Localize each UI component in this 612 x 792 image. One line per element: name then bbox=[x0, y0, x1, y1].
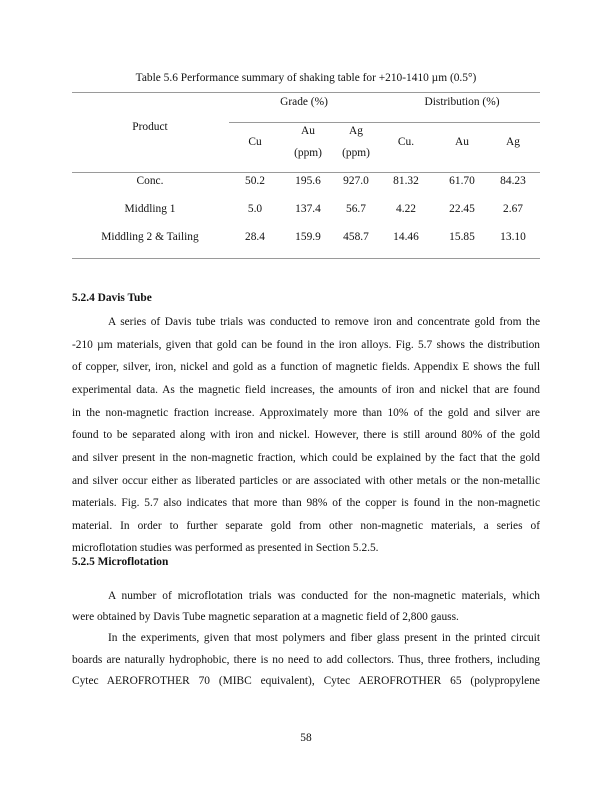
table-cell-value: 137.4 bbox=[295, 203, 321, 215]
table-subheader-grade-au: Au bbox=[301, 125, 315, 137]
table-cell-value: 22.45 bbox=[449, 203, 475, 215]
paragraph-line: -210 µm materials, given that gold can be found in the iron alloys. Fig. 5.7 shows the distribution bbox=[72, 339, 540, 351]
table-subheader-rule bbox=[229, 122, 540, 123]
table-cell-value: 159.9 bbox=[295, 231, 321, 243]
table-cell-value: 28.4 bbox=[245, 231, 265, 243]
page-number: 58 bbox=[300, 732, 312, 744]
table-subheader-grade-ag-unit: (ppm) bbox=[342, 147, 370, 159]
table-subheader-dist-au: Au bbox=[455, 136, 469, 148]
table-cell-value: 13.10 bbox=[500, 231, 526, 243]
table-cell-value: 927.0 bbox=[343, 175, 369, 187]
table-subheader-dist-cu: Cu. bbox=[397, 136, 415, 148]
paragraph-line: found to be separated along with iron and nickel. However, there is still around 80% of the gold bbox=[72, 429, 540, 441]
table-subheader-grade-ag: Ag bbox=[349, 125, 363, 137]
paragraph-line: A series of Davis tube trials was conducted to remove iron and concentrate gold from the bbox=[108, 316, 540, 328]
paragraph-line: microflotation studies was performed as presented in Section 5.2.5. bbox=[72, 542, 379, 554]
table-cell-value: 5.0 bbox=[247, 203, 263, 215]
paragraph-line: boards are naturally hydrophobic, there is no need to add collectors. Thus, three frothers, including bbox=[72, 654, 540, 666]
table-cell-product: Conc. bbox=[136, 175, 164, 187]
table-top-rule bbox=[72, 92, 540, 93]
paragraph-line: and silver present in the non-magnetic fraction, which could be explained by the fact that the gold bbox=[72, 452, 540, 464]
table-cell-value: 4.22 bbox=[396, 203, 416, 215]
table-cell-value: 84.23 bbox=[500, 175, 526, 187]
table-subheader-dist-ag: Ag bbox=[506, 136, 520, 148]
table-cell-value: 458.7 bbox=[343, 231, 369, 243]
paragraph-line: in the non-magnetic fraction increase. Approximately more than 10% of the gold and silver are bbox=[72, 407, 540, 419]
table-cell-value: 56.7 bbox=[346, 203, 366, 215]
table-cell-value: 15.85 bbox=[449, 231, 475, 243]
table-cell-value: 195.6 bbox=[295, 175, 321, 187]
table-header-grade: Grade (%) bbox=[280, 96, 328, 108]
paragraph-line: materials. Fig. 5.7 also indicates that more than 98% of the copper is found in the non-magnetic bbox=[72, 497, 540, 509]
table-cell-value: 81.32 bbox=[393, 175, 419, 187]
paragraph-line: material. In order to further separate gold from other non-magnetic materials, a series of bbox=[72, 520, 540, 532]
table-header-distribution: Distribution (%) bbox=[424, 96, 500, 108]
paragraph-line: were obtained by Davis Tube magnetic separation at a magnetic field of 2,800 gauss. bbox=[72, 611, 459, 623]
table-cell-product: Middling 2 & Tailing bbox=[101, 231, 199, 243]
section-heading: 5.2.5 Microflotation bbox=[72, 556, 169, 568]
paragraph-line: experimental data. As the magnetic field increases, the amounts of iron and nickel that are found bbox=[72, 384, 540, 396]
table-header-product: Product bbox=[132, 121, 168, 133]
paragraph-line: In the experiments, given that most polymers and fiber glass present in the printed circuit bbox=[108, 632, 540, 644]
table-subheader-grade-cu: Cu bbox=[248, 136, 262, 148]
table-bottom-rule bbox=[72, 258, 540, 259]
table-subheader-grade-au-unit: (ppm) bbox=[294, 147, 322, 159]
paragraph-line: Cytec AEROFROTHER 70 (MIBC equivalent), Cytec AEROFROTHER 65 (polypropylene bbox=[72, 675, 540, 687]
paragraph-line: A number of microflotation trials was conducted for the non-magnetic materials, which bbox=[108, 590, 540, 602]
paragraph-line: of copper, silver, iron, nickel and gold as a function of magnetic fields. Appendix E shows the full bbox=[72, 361, 540, 373]
table-cell-value: 14.46 bbox=[393, 231, 419, 243]
table-cell-value: 61.70 bbox=[449, 175, 475, 187]
table-cell-product: Middling 1 bbox=[124, 203, 176, 215]
table-cell-value: 50.2 bbox=[245, 175, 265, 187]
table-cell-value: 2.67 bbox=[503, 203, 523, 215]
section-heading: 5.2.4 Davis Tube bbox=[72, 292, 152, 304]
paragraph-line: and silver occur either as liberated particles or are associated with other metals or the non-metallic bbox=[72, 475, 540, 487]
table-caption: Table 5.6 Performance summary of shaking table for +210-1410 µm (0.5°) bbox=[135, 72, 477, 84]
